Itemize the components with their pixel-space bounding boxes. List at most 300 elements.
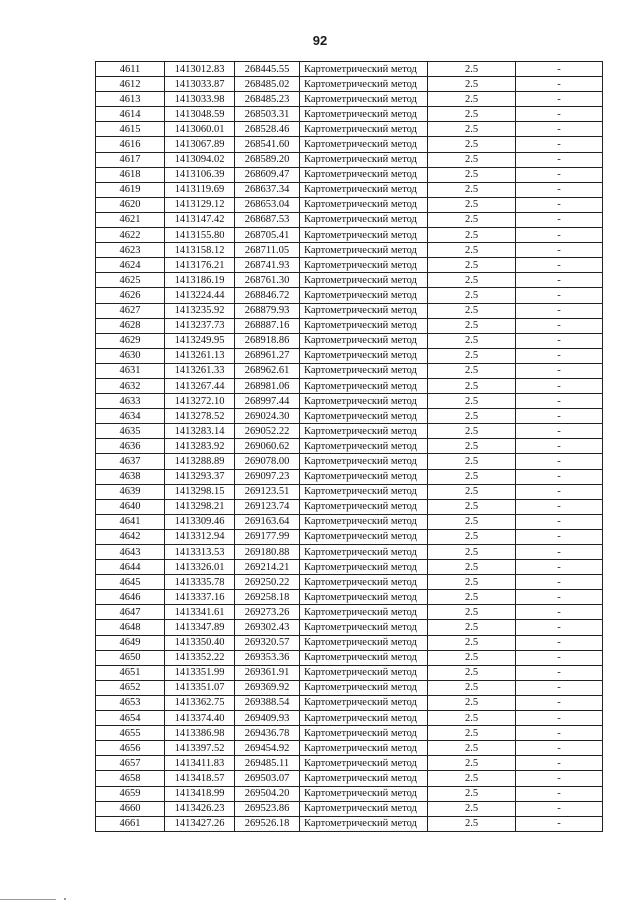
table-row (96, 363, 603, 378)
point-number-cell: 4620 (96, 197, 165, 212)
note-cell: - (516, 348, 603, 363)
table-row (96, 409, 603, 424)
table-row (96, 243, 603, 258)
x-coordinate-cell: 1413119.69 (165, 182, 235, 197)
note-cell: - (516, 62, 603, 77)
note-cell: - (516, 650, 603, 665)
method-cell: Картометрический метод (300, 62, 428, 77)
x-coordinate-cell: 1413158.12 (165, 243, 235, 258)
y-coordinate-cell: 269302.43 (235, 620, 300, 635)
accuracy-cell: 2.5 (428, 499, 516, 514)
method-cell: Картометрический метод (300, 243, 428, 258)
note-cell: - (516, 590, 603, 605)
method-cell: Картометрический метод (300, 605, 428, 620)
point-number-cell: 4636 (96, 439, 165, 454)
table-row (96, 439, 603, 454)
x-coordinate-cell: 1413313.53 (165, 545, 235, 560)
table-row (96, 318, 603, 333)
x-coordinate-cell: 1413397.52 (165, 741, 235, 756)
table-row (96, 62, 603, 77)
note-cell: - (516, 680, 603, 695)
table-row (96, 212, 603, 227)
table-row (96, 514, 603, 529)
accuracy-cell: 2.5 (428, 756, 516, 771)
method-cell: Картометрический метод (300, 665, 428, 680)
x-coordinate-cell: 1413362.75 (165, 695, 235, 710)
method-cell: Картометрический метод (300, 424, 428, 439)
point-number-cell: 4641 (96, 514, 165, 529)
x-coordinate-cell: 1413426.23 (165, 801, 235, 816)
method-cell: Картометрический метод (300, 454, 428, 469)
y-coordinate-cell: 268485.02 (235, 77, 300, 92)
method-cell: Картометрический метод (300, 197, 428, 212)
point-number-cell: 4637 (96, 454, 165, 469)
point-number-cell: 4655 (96, 726, 165, 741)
accuracy-cell: 2.5 (428, 197, 516, 212)
method-cell: Картометрический метод (300, 545, 428, 560)
y-coordinate-cell: 268711.05 (235, 243, 300, 258)
note-cell: - (516, 212, 603, 227)
method-cell: Картометрический метод (300, 122, 428, 137)
note-cell: - (516, 409, 603, 424)
y-coordinate-cell: 269369.92 (235, 680, 300, 695)
note-cell: - (516, 514, 603, 529)
accuracy-cell: 2.5 (428, 228, 516, 243)
method-cell: Картометрический метод (300, 560, 428, 575)
method-cell: Картометрический метод (300, 711, 428, 726)
x-coordinate-cell: 1413278.52 (165, 409, 235, 424)
point-number-cell: 4624 (96, 258, 165, 273)
point-number-cell: 4631 (96, 363, 165, 378)
accuracy-cell: 2.5 (428, 650, 516, 665)
note-cell: - (516, 816, 603, 831)
x-coordinate-cell: 1413129.12 (165, 197, 235, 212)
accuracy-cell: 2.5 (428, 771, 516, 786)
x-coordinate-cell: 1413249.95 (165, 333, 235, 348)
method-cell: Картометрический метод (300, 499, 428, 514)
x-coordinate-cell: 1413386.98 (165, 726, 235, 741)
note-cell: - (516, 439, 603, 454)
table-row (96, 590, 603, 605)
note-cell: - (516, 469, 603, 484)
x-coordinate-cell: 1413298.15 (165, 484, 235, 499)
point-number-cell: 4657 (96, 756, 165, 771)
x-coordinate-cell: 1413224.44 (165, 288, 235, 303)
y-coordinate-cell: 269320.57 (235, 635, 300, 650)
x-coordinate-cell: 1413155.80 (165, 228, 235, 243)
method-cell: Картометрический метод (300, 484, 428, 499)
note-cell: - (516, 605, 603, 620)
accuracy-cell: 2.5 (428, 122, 516, 137)
point-number-cell: 4623 (96, 243, 165, 258)
accuracy-cell: 2.5 (428, 711, 516, 726)
point-number-cell: 4618 (96, 167, 165, 182)
point-number-cell: 4638 (96, 469, 165, 484)
x-coordinate-cell: 1413312.94 (165, 529, 235, 544)
note-cell: - (516, 394, 603, 409)
method-cell: Картометрический метод (300, 439, 428, 454)
accuracy-cell: 2.5 (428, 529, 516, 544)
method-cell: Картометрический метод (300, 394, 428, 409)
table-row (96, 575, 603, 590)
table-row (96, 167, 603, 182)
accuracy-cell: 2.5 (428, 816, 516, 831)
method-cell: Картометрический метод (300, 695, 428, 710)
x-coordinate-cell: 1413427.26 (165, 816, 235, 831)
point-number-cell: 4649 (96, 635, 165, 650)
point-number-cell: 4654 (96, 711, 165, 726)
note-cell: - (516, 545, 603, 560)
y-coordinate-cell: 268653.04 (235, 197, 300, 212)
accuracy-cell: 2.5 (428, 77, 516, 92)
y-coordinate-cell: 269123.51 (235, 484, 300, 499)
accuracy-cell: 2.5 (428, 137, 516, 152)
table-row (96, 182, 603, 197)
point-number-cell: 4611 (96, 62, 165, 77)
y-coordinate-cell: 269177.99 (235, 529, 300, 544)
y-coordinate-cell: 268981.06 (235, 378, 300, 393)
note-cell: - (516, 560, 603, 575)
note-cell: - (516, 167, 603, 182)
coordinates-table-body (96, 62, 603, 832)
method-cell: Картометрический метод (300, 590, 428, 605)
y-coordinate-cell: 268705.41 (235, 228, 300, 243)
y-coordinate-cell: 269503.07 (235, 771, 300, 786)
table-row (96, 273, 603, 288)
point-number-cell: 4622 (96, 228, 165, 243)
table-row (96, 454, 603, 469)
x-coordinate-cell: 1413352.22 (165, 650, 235, 665)
table-row (96, 560, 603, 575)
note-cell: - (516, 499, 603, 514)
accuracy-cell: 2.5 (428, 258, 516, 273)
point-number-cell: 4628 (96, 318, 165, 333)
table-row (96, 665, 603, 680)
table-row (96, 529, 603, 544)
accuracy-cell: 2.5 (428, 107, 516, 122)
accuracy-cell: 2.5 (428, 348, 516, 363)
x-coordinate-cell: 1413094.02 (165, 152, 235, 167)
table-row (96, 711, 603, 726)
table-row (96, 333, 603, 348)
x-coordinate-cell: 1413147.42 (165, 212, 235, 227)
method-cell: Картометрический метод (300, 680, 428, 695)
x-coordinate-cell: 1413235.92 (165, 303, 235, 318)
point-number-cell: 4650 (96, 650, 165, 665)
accuracy-cell: 2.5 (428, 726, 516, 741)
y-coordinate-cell: 269097.23 (235, 469, 300, 484)
accuracy-cell: 2.5 (428, 786, 516, 801)
point-number-cell: 4615 (96, 122, 165, 137)
note-cell: - (516, 258, 603, 273)
y-coordinate-cell: 268485.23 (235, 92, 300, 107)
accuracy-cell: 2.5 (428, 62, 516, 77)
note-cell: - (516, 273, 603, 288)
method-cell: Картометрический метод (300, 182, 428, 197)
point-number-cell: 4626 (96, 288, 165, 303)
point-number-cell: 4634 (96, 409, 165, 424)
point-number-cell: 4660 (96, 801, 165, 816)
y-coordinate-cell: 268741.93 (235, 258, 300, 273)
method-cell: Картометрический метод (300, 167, 428, 182)
x-coordinate-cell: 1413272.10 (165, 394, 235, 409)
note-cell: - (516, 786, 603, 801)
note-cell: - (516, 529, 603, 544)
method-cell: Картометрический метод (300, 77, 428, 92)
y-coordinate-cell: 269163.64 (235, 514, 300, 529)
x-coordinate-cell: 1413261.13 (165, 348, 235, 363)
y-coordinate-cell: 269123.74 (235, 499, 300, 514)
y-coordinate-cell: 269409.93 (235, 711, 300, 726)
point-number-cell: 4646 (96, 590, 165, 605)
y-coordinate-cell: 268589.20 (235, 152, 300, 167)
point-number-cell: 4659 (96, 786, 165, 801)
accuracy-cell: 2.5 (428, 273, 516, 288)
accuracy-cell: 2.5 (428, 167, 516, 182)
method-cell: Картометрический метод (300, 152, 428, 167)
x-coordinate-cell: 1413293.37 (165, 469, 235, 484)
y-coordinate-cell: 269526.18 (235, 816, 300, 831)
accuracy-cell: 2.5 (428, 394, 516, 409)
y-coordinate-cell: 268445.55 (235, 62, 300, 77)
y-coordinate-cell: 269388.54 (235, 695, 300, 710)
note-cell: - (516, 695, 603, 710)
y-coordinate-cell: 268887.16 (235, 318, 300, 333)
point-number-cell: 4614 (96, 107, 165, 122)
y-coordinate-cell: 268846.72 (235, 288, 300, 303)
point-number-cell: 4630 (96, 348, 165, 363)
method-cell: Картометрический метод (300, 529, 428, 544)
point-number-cell: 4639 (96, 484, 165, 499)
method-cell: Картометрический метод (300, 137, 428, 152)
table-row (96, 499, 603, 514)
y-coordinate-cell: 268761.30 (235, 273, 300, 288)
point-number-cell: 4629 (96, 333, 165, 348)
point-number-cell: 4613 (96, 92, 165, 107)
method-cell: Картометрический метод (300, 635, 428, 650)
note-cell: - (516, 77, 603, 92)
method-cell: Картометрический метод (300, 786, 428, 801)
method-cell: Картометрический метод (300, 92, 428, 107)
x-coordinate-cell: 1413033.98 (165, 92, 235, 107)
accuracy-cell: 2.5 (428, 545, 516, 560)
y-coordinate-cell: 268997.44 (235, 394, 300, 409)
y-coordinate-cell: 268637.34 (235, 182, 300, 197)
point-number-cell: 4627 (96, 303, 165, 318)
note-cell: - (516, 318, 603, 333)
note-cell: - (516, 711, 603, 726)
y-coordinate-cell: 268962.61 (235, 363, 300, 378)
accuracy-cell: 2.5 (428, 560, 516, 575)
x-coordinate-cell: 1413237.73 (165, 318, 235, 333)
accuracy-cell: 2.5 (428, 590, 516, 605)
note-cell: - (516, 92, 603, 107)
table-row (96, 107, 603, 122)
note-cell: - (516, 756, 603, 771)
y-coordinate-cell: 268541.60 (235, 137, 300, 152)
x-coordinate-cell: 1413267.44 (165, 378, 235, 393)
table-row (96, 695, 603, 710)
y-coordinate-cell: 269214.21 (235, 560, 300, 575)
x-coordinate-cell: 1413106.39 (165, 167, 235, 182)
accuracy-cell: 2.5 (428, 801, 516, 816)
point-number-cell: 4625 (96, 273, 165, 288)
accuracy-cell: 2.5 (428, 484, 516, 499)
accuracy-cell: 2.5 (428, 620, 516, 635)
x-coordinate-cell: 1413288.89 (165, 454, 235, 469)
note-cell: - (516, 741, 603, 756)
footer-rule (0, 899, 56, 900)
y-coordinate-cell: 269060.62 (235, 439, 300, 454)
note-cell: - (516, 243, 603, 258)
y-coordinate-cell: 269180.88 (235, 545, 300, 560)
method-cell: Картометрический метод (300, 273, 428, 288)
table-row (96, 786, 603, 801)
table-row (96, 303, 603, 318)
x-coordinate-cell: 1413176.21 (165, 258, 235, 273)
x-coordinate-cell: 1413012.83 (165, 62, 235, 77)
table-row (96, 605, 603, 620)
point-number-cell: 4640 (96, 499, 165, 514)
y-coordinate-cell: 269485.11 (235, 756, 300, 771)
y-coordinate-cell: 269024.30 (235, 409, 300, 424)
accuracy-cell: 2.5 (428, 318, 516, 333)
method-cell: Картометрический метод (300, 514, 428, 529)
x-coordinate-cell: 1413298.21 (165, 499, 235, 514)
accuracy-cell: 2.5 (428, 665, 516, 680)
table-row (96, 288, 603, 303)
accuracy-cell: 2.5 (428, 635, 516, 650)
note-cell: - (516, 665, 603, 680)
accuracy-cell: 2.5 (428, 605, 516, 620)
table-row (96, 756, 603, 771)
accuracy-cell: 2.5 (428, 469, 516, 484)
point-number-cell: 4645 (96, 575, 165, 590)
x-coordinate-cell: 1413067.89 (165, 137, 235, 152)
note-cell: - (516, 152, 603, 167)
y-coordinate-cell: 269523.86 (235, 801, 300, 816)
accuracy-cell: 2.5 (428, 212, 516, 227)
table-row (96, 258, 603, 273)
y-coordinate-cell: 269258.18 (235, 590, 300, 605)
method-cell: Картометрический метод (300, 620, 428, 635)
note-cell: - (516, 288, 603, 303)
point-number-cell: 4633 (96, 394, 165, 409)
accuracy-cell: 2.5 (428, 182, 516, 197)
table-row (96, 545, 603, 560)
point-number-cell: 4652 (96, 680, 165, 695)
point-number-cell: 4635 (96, 424, 165, 439)
y-coordinate-cell: 268609.47 (235, 167, 300, 182)
point-number-cell: 4612 (96, 77, 165, 92)
accuracy-cell: 2.5 (428, 424, 516, 439)
point-number-cell: 4642 (96, 529, 165, 544)
point-number-cell: 4656 (96, 741, 165, 756)
y-coordinate-cell: 269454.92 (235, 741, 300, 756)
point-number-cell: 4632 (96, 378, 165, 393)
note-cell: - (516, 771, 603, 786)
accuracy-cell: 2.5 (428, 409, 516, 424)
page-number: 92 (312, 33, 328, 48)
method-cell: Картометрический метод (300, 333, 428, 348)
note-cell: - (516, 363, 603, 378)
method-cell: Картометрический метод (300, 816, 428, 831)
y-coordinate-cell: 269353.36 (235, 650, 300, 665)
y-coordinate-cell: 269250.22 (235, 575, 300, 590)
y-coordinate-cell: 268961.27 (235, 348, 300, 363)
x-coordinate-cell: 1413186.19 (165, 273, 235, 288)
note-cell: - (516, 137, 603, 152)
note-cell: - (516, 575, 603, 590)
x-coordinate-cell: 1413374.40 (165, 711, 235, 726)
y-coordinate-cell: 269052.22 (235, 424, 300, 439)
table-row (96, 137, 603, 152)
method-cell: Картометрический метод (300, 363, 428, 378)
method-cell: Картометрический метод (300, 212, 428, 227)
table-row (96, 394, 603, 409)
x-coordinate-cell: 1413341.61 (165, 605, 235, 620)
table-row (96, 197, 603, 212)
table-row (96, 228, 603, 243)
x-coordinate-cell: 1413261.33 (165, 363, 235, 378)
method-cell: Картометрический метод (300, 303, 428, 318)
method-cell: Картометрический метод (300, 741, 428, 756)
point-number-cell: 4651 (96, 665, 165, 680)
table-row (96, 650, 603, 665)
point-number-cell: 4648 (96, 620, 165, 635)
point-number-cell: 4653 (96, 695, 165, 710)
point-number-cell: 4658 (96, 771, 165, 786)
footer-mark (64, 898, 66, 900)
point-number-cell: 4619 (96, 182, 165, 197)
y-coordinate-cell: 268918.86 (235, 333, 300, 348)
y-coordinate-cell: 268879.93 (235, 303, 300, 318)
accuracy-cell: 2.5 (428, 378, 516, 393)
x-coordinate-cell: 1413411.83 (165, 756, 235, 771)
table-row (96, 122, 603, 137)
table-row (96, 469, 603, 484)
accuracy-cell: 2.5 (428, 303, 516, 318)
method-cell: Картометрический метод (300, 288, 428, 303)
method-cell: Картометрический метод (300, 469, 428, 484)
y-coordinate-cell: 268528.46 (235, 122, 300, 137)
accuracy-cell: 2.5 (428, 680, 516, 695)
point-number-cell: 4621 (96, 212, 165, 227)
point-number-cell: 4617 (96, 152, 165, 167)
x-coordinate-cell: 1413351.99 (165, 665, 235, 680)
x-coordinate-cell: 1413283.14 (165, 424, 235, 439)
note-cell: - (516, 122, 603, 137)
method-cell: Картометрический метод (300, 378, 428, 393)
table-row (96, 484, 603, 499)
accuracy-cell: 2.5 (428, 454, 516, 469)
accuracy-cell: 2.5 (428, 288, 516, 303)
x-coordinate-cell: 1413351.07 (165, 680, 235, 695)
y-coordinate-cell: 269273.26 (235, 605, 300, 620)
y-coordinate-cell: 268687.53 (235, 212, 300, 227)
accuracy-cell: 2.5 (428, 92, 516, 107)
accuracy-cell: 2.5 (428, 695, 516, 710)
point-number-cell: 4647 (96, 605, 165, 620)
y-coordinate-cell: 269078.00 (235, 454, 300, 469)
x-coordinate-cell: 1413347.89 (165, 620, 235, 635)
method-cell: Картометрический метод (300, 575, 428, 590)
note-cell: - (516, 228, 603, 243)
note-cell: - (516, 635, 603, 650)
accuracy-cell: 2.5 (428, 152, 516, 167)
note-cell: - (516, 454, 603, 469)
method-cell: Картометрический метод (300, 726, 428, 741)
